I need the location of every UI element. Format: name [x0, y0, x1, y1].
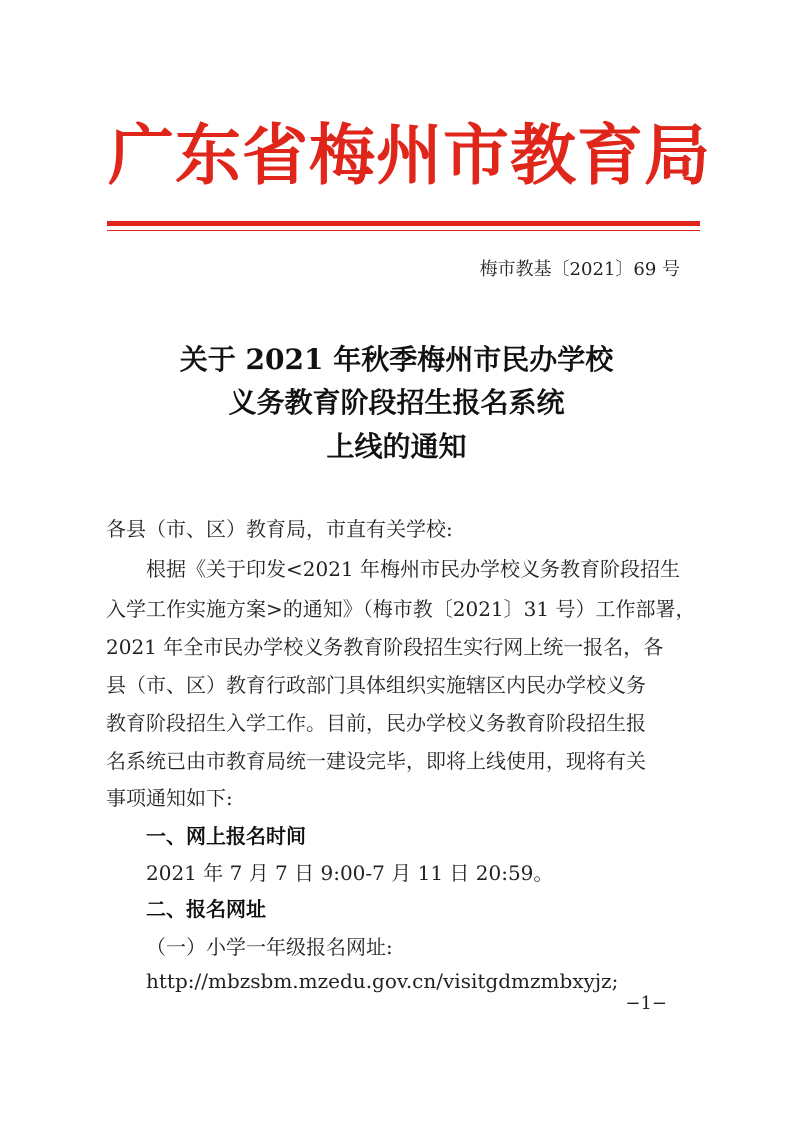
letterhead-rule-thin [107, 230, 700, 231]
section-heading-1: 一、网上报名时间 [146, 824, 306, 848]
paragraph-line: 入学工作实施方案>的通知》（梅市教〔2021〕31 号）工作部署， [106, 597, 696, 621]
paragraph-line: 2021 年全市民办学校义务教育阶段招生实行网上统一报名，各 [106, 635, 664, 659]
letterhead-title: 广东省梅州市教育局 [108, 116, 711, 194]
section-subheading: （一）小学一年级报名网址: [146, 935, 393, 959]
document-number: 梅市教基〔2021〕69 号 [479, 259, 680, 280]
section-heading-2: 二、报名网址 [146, 897, 266, 921]
paragraph-line: 县（市、区）教育行政部门具体组织实施辖区内民办学校义务 [106, 673, 646, 697]
section-text-1: 2021 年 7 月 7 日 9:00-7 月 11 日 20:59。 [146, 861, 554, 885]
page-number: −1− [625, 993, 667, 1014]
letterhead-rule-thick [107, 221, 700, 226]
paragraph-line: 根据《关于印发<2021 年梅州市民办学校义务教育阶段招生 [146, 557, 681, 581]
paragraph-line: 教育阶段招生入学工作。目前，民办学校义务教育阶段招生报 [106, 711, 646, 735]
title-line-2: 义务教育阶段招生报名系统 [228, 386, 565, 419]
paragraph-line: 名系统已由市教育局统一建设完毕，即将上线使用，现将有关 [106, 749, 646, 773]
paragraph-line: 事项通知如下: [106, 786, 233, 810]
title-line-1: 关于 2021 年秋季梅州市民办学校 [179, 343, 614, 376]
registration-url: http://mbzsbm.mzedu.gov.cn/visitgdmzmbxyjz; [146, 969, 619, 993]
title-line-3: 上线的通知 [326, 430, 467, 463]
salutation: 各县（市、区）教育局，市直有关学校: [106, 517, 453, 541]
